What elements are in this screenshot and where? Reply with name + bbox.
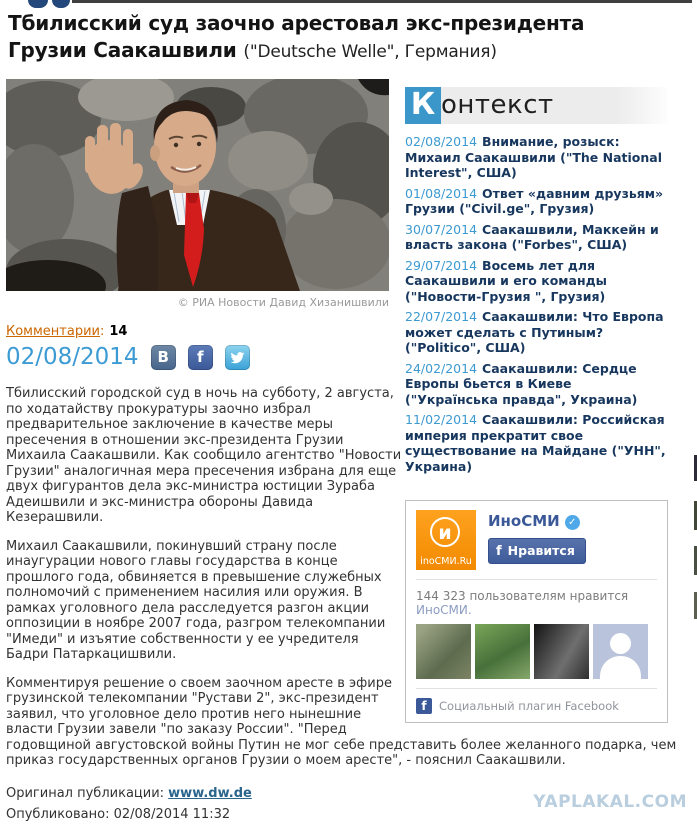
top-crop-line xyxy=(72,0,692,3)
facebook-share-icon[interactable]: f xyxy=(188,345,213,370)
publication-date: 02/08/2014 xyxy=(6,344,139,370)
context-header-rest: онтекст xyxy=(441,90,554,120)
article-title-main: Тбилисский суд заочно арестовал экс-президента Грузии Саакашвили xyxy=(8,11,585,62)
related-article-date: 01/08/2014 xyxy=(405,185,478,201)
vk-share-icon[interactable]: В xyxy=(151,345,176,370)
fb-plugin-label: Социальный плагин Facebook xyxy=(439,699,619,713)
related-article-title[interactable]: Внимание, розыск: Михаил Саакашвили ("The National Interest", США) xyxy=(405,134,662,180)
related-article-title[interactable]: Восемь лет для Саакашвили и его команды ("Новости-Грузия ", Грузия) xyxy=(405,257,607,304)
fb-likes-text: 144 323 пользователям нравится xyxy=(416,589,629,603)
fb-likes-link[interactable]: ИноСМИ. xyxy=(416,603,472,617)
fb-plugin-footer xyxy=(416,698,657,714)
context-column xyxy=(405,87,691,723)
fb-likes-count xyxy=(416,589,657,617)
related-article-date: 22/07/2014 xyxy=(405,309,478,324)
fb-page-name-text[interactable]: ИноСМИ xyxy=(488,512,560,530)
divider xyxy=(416,579,657,580)
article-paragraph: Комментируя решение о своем заочном аресте в эфире грузинской телекомпании "Рустави 2", экс-президент заявил, что уголовное дело против него нынешние власти Грузии завели "по заказу России". "Перед годовщиной августовской войны Путин не мог себе представить более желанного подарка, чем приказ государственных органов Грузии о моем аресте", - пояснил Саакашвили. xyxy=(6,675,677,768)
fb-page-name[interactable] xyxy=(488,512,586,530)
related-article-title[interactable]: Саакашвили, Маккейн и власть закона ("Forbes", США) xyxy=(405,221,659,252)
saakashvili-photo-illustration xyxy=(6,79,389,291)
article-photo xyxy=(6,79,389,291)
fb-avatars-row xyxy=(416,624,657,679)
related-article-date: 02/08/2014 xyxy=(405,134,478,149)
facebook-icon: f xyxy=(416,698,432,714)
comments-link[interactable]: Комментарии xyxy=(6,324,100,339)
related-article-link[interactable] xyxy=(405,222,668,253)
inosmi-logo-letter: и xyxy=(430,517,460,547)
related-article-date: 24/02/2014 xyxy=(405,360,478,376)
origin-link[interactable]: www.dw.de xyxy=(168,785,252,801)
verified-badge-icon: ✓ xyxy=(565,515,580,530)
related-article-link[interactable] xyxy=(405,258,668,305)
watermark: YAPLAKAL.COM xyxy=(533,792,687,812)
photo-credit: © РИА Новости Давид Хизанишвили xyxy=(177,296,389,309)
related-article-date: 30/07/2014 xyxy=(405,221,478,237)
facebook-like-box xyxy=(405,500,668,723)
article-title-source: ("Deutsche Welle", Германия) xyxy=(243,42,497,62)
related-article-date: 29/07/2014 xyxy=(405,257,478,273)
article-title xyxy=(0,0,648,66)
related-article-title[interactable]: Саакашвили: Что Европа может сделать с Путиным? ("Politico", США) xyxy=(405,309,664,355)
related-article-link[interactable] xyxy=(405,412,668,474)
article-paragraph: Михаил Саакашвили, покинувший страну после инаугурации нового главы государства в конце прошлого года, обвиняется в превышение служебных полномочий с применением насилия или оружия. В рамках уголовного дела расследуется разгон акции оппозиции в ноябре 2007 года, разгром телекомпании "Имеди" и изъятие собственности у ее учредителя Бадри Патаркацишвили. xyxy=(6,538,386,662)
inosmi-logo-label: inoСМИ.Ru xyxy=(420,556,472,567)
twitter-share-icon[interactable] xyxy=(225,345,250,370)
fb-like-label: Нравится xyxy=(507,543,575,558)
related-article-link[interactable] xyxy=(405,309,668,356)
related-article-link[interactable] xyxy=(405,134,668,181)
published-line: Опубликовано: 02/08/2014 11:32 xyxy=(6,806,231,822)
related-article-link[interactable] xyxy=(405,361,668,408)
comments-colon: : xyxy=(99,324,105,339)
avatar[interactable] xyxy=(534,624,589,679)
comments-count: 14 xyxy=(109,324,128,339)
fb-like-button[interactable] xyxy=(488,538,586,564)
facebook-icon: f xyxy=(496,544,502,559)
related-article-title[interactable]: Ответ «давним друзьям» Грузии ("Civil.ge", Грузия) xyxy=(405,185,664,216)
context-header xyxy=(405,87,668,124)
article-paragraph: Тбилисский городской суд в ночь на субботу, 2 августа, по ходатайству прокуратуры заочно избрал предварительное заключение в качестве меры пресечения в отношении экс-президента Грузии Михаила Саакашвили. Как сообщило агентство "Новости Грузии" аналогичная мера пресечения избрана для еще двух фигурантов дела экс-министра юстиции Зураба Адеишвили и экс-министра обороны Давида Кезерашвили. xyxy=(6,386,402,525)
related-article-date: 11/02/2014 xyxy=(405,412,478,427)
avatar[interactable] xyxy=(416,624,471,679)
origin-label: Оригинал публикации: xyxy=(6,785,165,801)
divider xyxy=(416,688,657,689)
related-article-title[interactable]: Саакашвили: Российская империя прекратит свое существование на Майдане ("УНН", Украина) xyxy=(405,412,666,474)
inosmi-logo[interactable] xyxy=(416,510,476,570)
related-article-title[interactable]: Саакашвили: Сердце Европы бьется в Киеве ("Українська правда", Украина) xyxy=(405,360,638,407)
avatar[interactable] xyxy=(475,624,530,679)
avatar-placeholder[interactable] xyxy=(593,624,648,679)
context-header-initial: К xyxy=(405,87,441,124)
related-article-link[interactable] xyxy=(405,186,668,217)
